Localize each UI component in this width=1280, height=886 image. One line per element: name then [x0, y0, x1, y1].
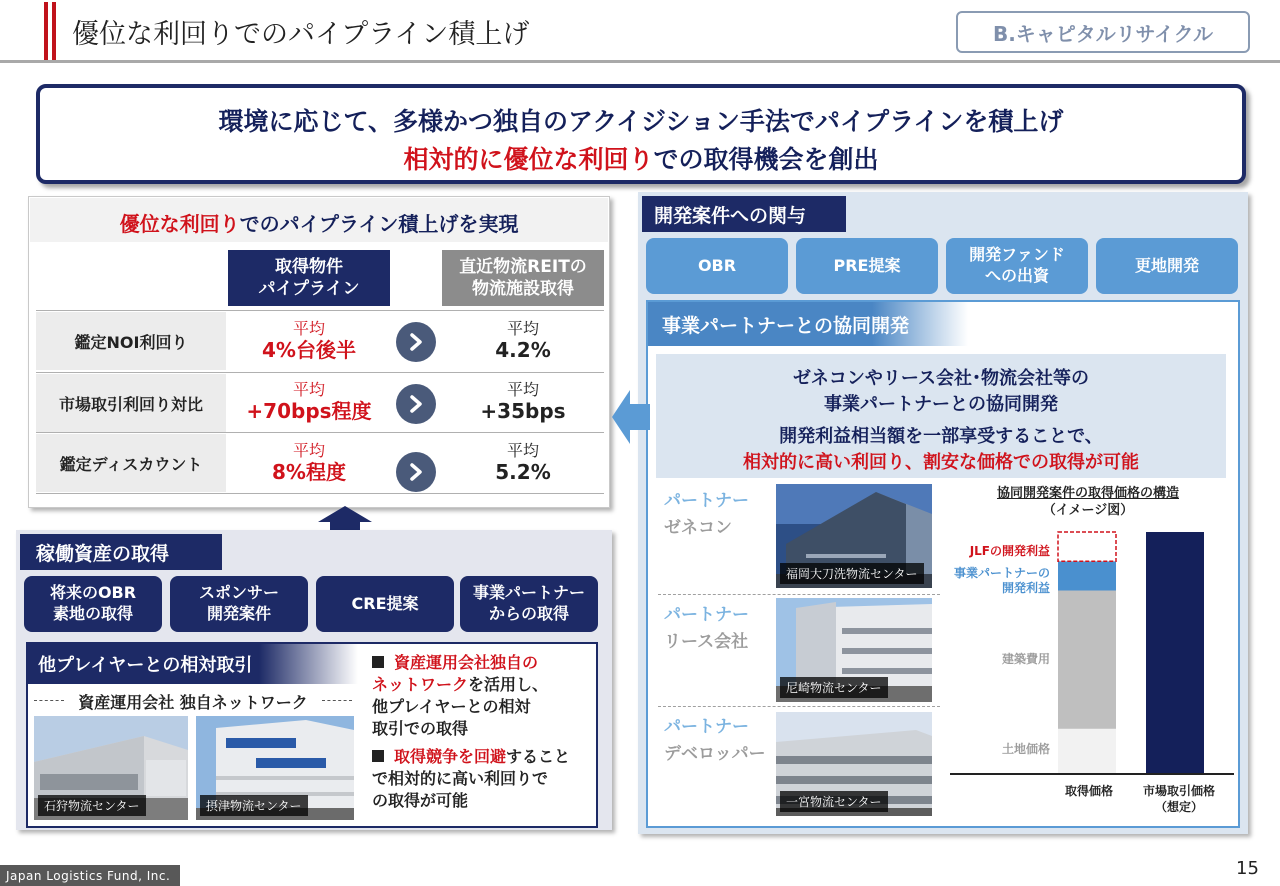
- price-structure-chart: [944, 520, 1240, 820]
- reit-spread-cell: [442, 373, 604, 431]
- pipeline-discount-avg: 平均: [292, 441, 325, 461]
- bullet-1: [372, 652, 592, 740]
- reit-discount-value: 5.2%: [495, 459, 551, 484]
- bar-partner-segment: [1058, 561, 1116, 590]
- bullet-2: [372, 746, 592, 812]
- row-label-discount: 鑑定ディスカウント: [36, 434, 226, 492]
- reit-spread-value: +35bps: [480, 398, 566, 423]
- bullet-1-rest: を活用し、 他プレイヤーとの相対 取引での取得: [372, 675, 549, 739]
- photo-ichinomiya: [776, 712, 932, 816]
- partner-label: パートナー: [664, 717, 749, 737]
- message-line-1: ゼネコンやリース会社･物流会社等の: [792, 368, 1090, 389]
- co-development-message: [656, 354, 1226, 478]
- photo-caption-ichinomiya: 一宮物流センター: [780, 791, 888, 812]
- row-divider: [36, 310, 604, 311]
- col-header-pipeline: 取得物件 パイプライン: [228, 250, 390, 306]
- chevron-right-icon: [396, 322, 436, 362]
- pill-pre: PRE提案: [796, 238, 938, 294]
- reit-discount-cell: [442, 434, 604, 492]
- reit-noi-value: 4.2%: [495, 337, 551, 362]
- stack-label-build: 建築費用: [1001, 652, 1050, 666]
- co-development-title: 事業パートナーとの協同開発: [648, 302, 968, 346]
- pill-business-partner: 事業パートナー からの取得: [460, 576, 598, 632]
- x-label-acquisition: 取得価格: [1064, 784, 1113, 798]
- col-header-reit: 直近物流REITの 物流施設取得: [442, 250, 604, 306]
- chevron-right-icon: [396, 452, 436, 492]
- partner-type: ゼネコン: [664, 518, 732, 539]
- pipeline-noi-value: 4%台後半: [262, 337, 356, 362]
- bar-build-segment: [1058, 591, 1116, 729]
- chart-subtitle: （イメージ図）: [1042, 502, 1134, 518]
- partner-type: デベロッパー: [664, 744, 766, 765]
- pipeline-noi-cell: [228, 312, 390, 370]
- stack-label-jlf: JLFの開発利益: [969, 544, 1050, 558]
- pill-obr-land: 将来のOBR 素地の取得: [24, 576, 162, 632]
- photo-caption-ishikari: 石狩物流センター: [38, 795, 146, 816]
- yield-table-title-highlight: 優位な利回り: [119, 212, 240, 236]
- relative-trade-bullets: [372, 652, 592, 813]
- banner-line-2-rest: での取得機会を創出: [653, 145, 879, 174]
- stack-label-partner: 事業パートナーの 開発利益: [953, 566, 1050, 595]
- reit-discount-avg: 平均: [506, 441, 539, 461]
- row-divider: [36, 493, 604, 494]
- page-title: 優位な利回りでのパイプライン積上げ: [72, 19, 530, 50]
- photo-ishikari: [34, 716, 188, 820]
- banner-line-2: [40, 140, 1242, 176]
- photo-amagasaki: [776, 598, 932, 702]
- square-bullet-icon: [372, 750, 384, 762]
- partner-label: パートナー: [664, 491, 749, 511]
- pipeline-discount-value: 8%程度: [272, 459, 346, 484]
- row-label-noi: 鑑定NOI利回り: [36, 312, 226, 370]
- yield-table-title: [30, 208, 608, 237]
- reit-spread-avg: 平均: [506, 380, 539, 400]
- row-label-market-spread: 市場取引利回り対比: [36, 374, 226, 432]
- photo-caption-fukuoka: 福岡大刀洗物流センター: [780, 563, 924, 584]
- message-line-3: 開発利益相当額を一部享受することで、: [779, 426, 1103, 447]
- pipeline-spread-avg: 平均: [292, 380, 325, 400]
- pipeline-noi-avg: 平均: [292, 319, 325, 339]
- stack-label-land: 土地価格: [1001, 742, 1050, 756]
- pill-sponsor-dev: スポンサー 開発案件: [170, 576, 308, 632]
- photo-fukuoka-tachiarai: [776, 484, 932, 588]
- chevron-right-icon: [396, 384, 436, 424]
- section-tag: B.キャピタルリサイクル: [956, 11, 1250, 53]
- header-accent-bar: [44, 2, 48, 60]
- left-arrow-icon: [612, 390, 650, 444]
- message-line-4: 相対的に高い利回り、割安な価格での取得が可能: [743, 452, 1139, 473]
- partner-developer: [664, 714, 766, 768]
- pipeline-discount-cell: [228, 434, 390, 492]
- photo-caption-settsu: 摂津物流センター: [200, 795, 308, 816]
- partner-general-contractor: [664, 488, 749, 542]
- header-accent-bar-2: [52, 2, 56, 60]
- pill-dev-fund: 開発ファンド への出資: [946, 238, 1088, 294]
- reit-noi-avg: 平均: [506, 319, 539, 339]
- x-label-market: 市場取引価格 （想定）: [1142, 784, 1215, 814]
- company-logo: Japan Logistics Fund, Inc.: [0, 865, 180, 886]
- dotted-rule: [658, 594, 940, 595]
- bar-market-price: [1146, 532, 1204, 774]
- chart-title-block: [948, 486, 1228, 520]
- pipeline-spread-cell: [228, 373, 390, 431]
- header-divider: [0, 60, 1280, 63]
- message-line-2: 事業パートナーとの協同開発: [824, 394, 1058, 415]
- photo-caption-amagasaki: 尼崎物流センター: [780, 677, 888, 698]
- key-message-banner: [36, 84, 1246, 184]
- pill-vacant-land: 更地開発: [1096, 238, 1238, 294]
- square-bullet-icon: [372, 656, 384, 668]
- network-label: 資産運用会社 独自ネットワーク: [78, 693, 308, 712]
- banner-line-2-highlight: 相対的に優位な利回り: [403, 145, 654, 174]
- relative-trade-title: 他プレイヤーとの相対取引: [28, 644, 358, 684]
- banner-line-1: 環境に応じて、多様かつ独自のアクイジション手法でパイプラインを積上げ: [218, 107, 1064, 136]
- partner-label: パートナー: [664, 605, 749, 625]
- pill-obr: OBR: [646, 238, 788, 294]
- bar-jlf-segment: [1058, 532, 1116, 561]
- bullet-2-highlight: 取得競争を回避: [394, 747, 507, 767]
- development-title: 開発案件への関与: [642, 196, 846, 232]
- pipeline-spread-value: +70bps程度: [246, 398, 372, 423]
- bullet-2-rest: すること で相対的に高い利回りで の取得が可能: [372, 747, 571, 811]
- reit-noi-cell: [442, 312, 604, 370]
- bar-land-segment: [1058, 729, 1116, 774]
- yield-table-title-rest: でのパイプライン積上げを実現: [239, 212, 519, 236]
- bullet-1-highlight: 資産運用会社独自の ネットワーク: [372, 653, 539, 695]
- partner-type: リース会社: [664, 632, 749, 653]
- dotted-rule: [658, 706, 940, 707]
- row-divider: [36, 432, 604, 433]
- photo-settsu: [196, 716, 354, 820]
- page-number: 15: [1236, 858, 1259, 879]
- operating-assets-title: 稼働資産の取得: [20, 534, 222, 570]
- chart-title: 協同開発案件の取得価格の構造: [996, 486, 1179, 501]
- pill-cre: CRE提案: [316, 576, 454, 632]
- partner-leasing: [664, 602, 749, 656]
